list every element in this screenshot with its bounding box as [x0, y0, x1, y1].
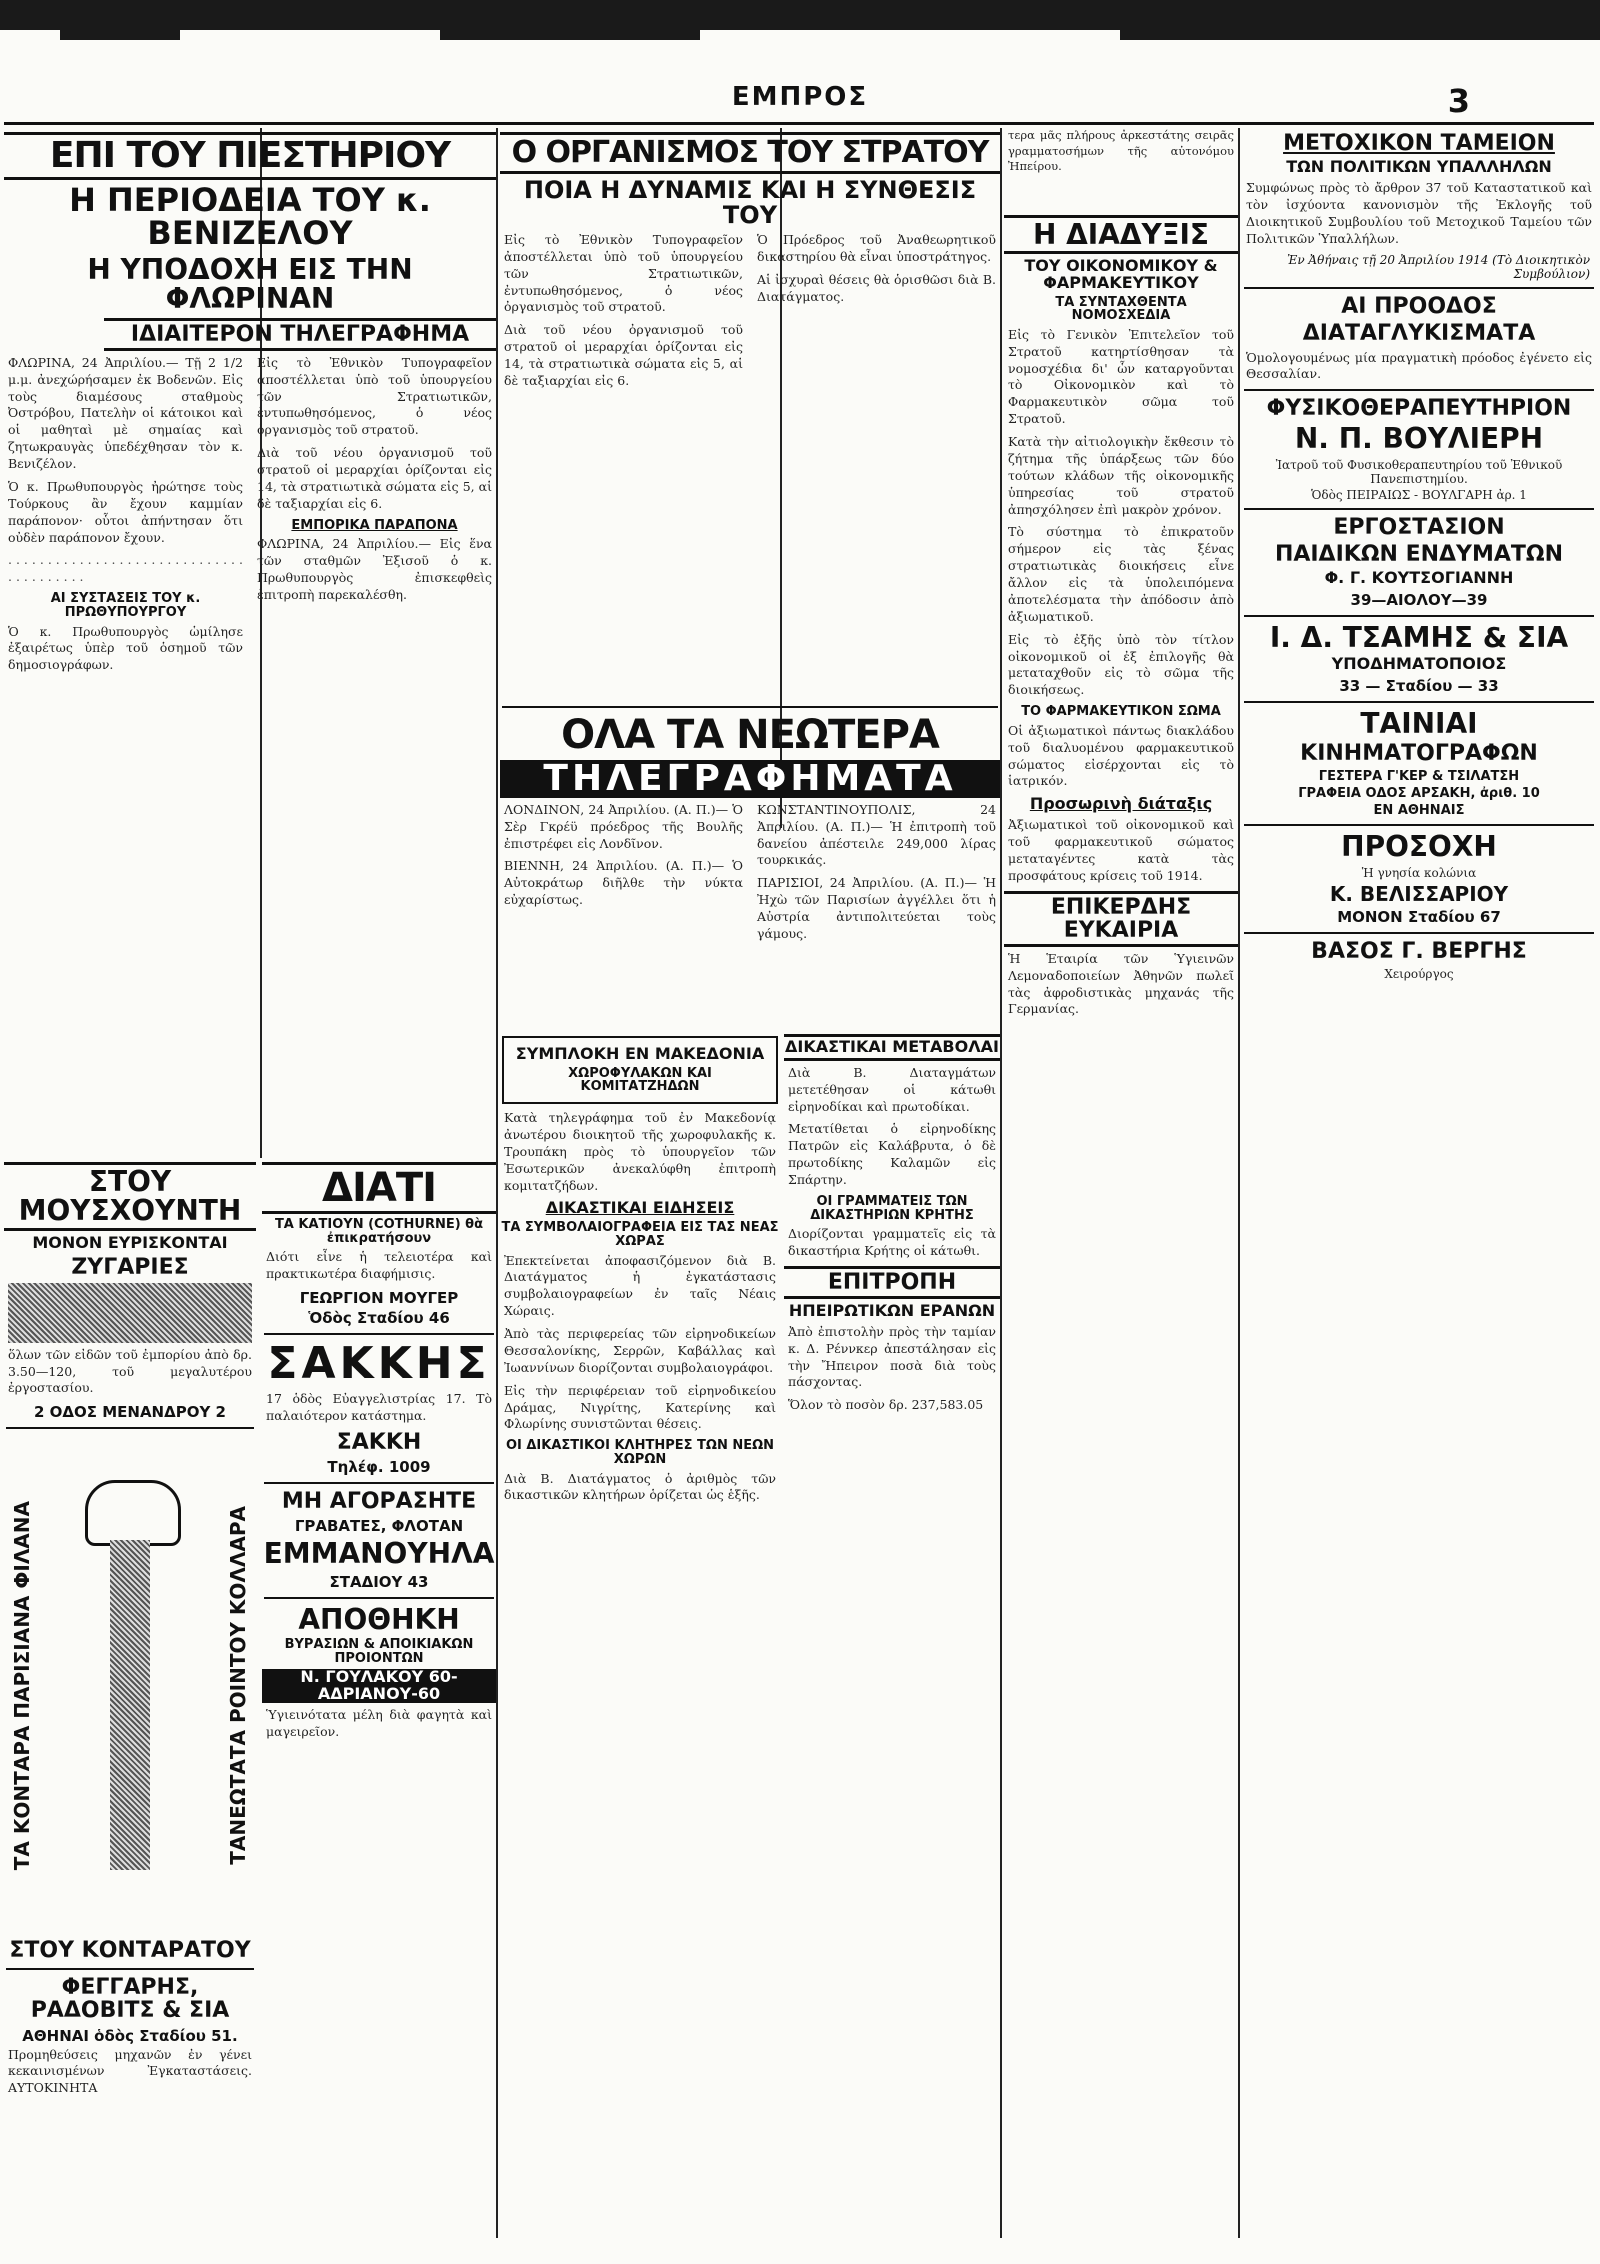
article-headline: ΟΙ ΔΙΚΑΣΤΙΚΟΙ ΚΛΗΤΗΡΕΣ ΤΩΝ ΝΕΩΝ ΧΩΡΩΝ: [505, 1438, 775, 1467]
advert-text: Ὑγιεινότατα μέλη διὰ φαγητὰ καὶ μαγειρεῖον.: [266, 1706, 492, 1739]
advert-headline: ΦΥΣΙΚΟΘΕΡΑΠΕΥΤΗΡΙΟΝ: [1266, 396, 1572, 422]
advert-subheadline: ΠΑΙΔΙΚΩΝ ΕΝΔΥΜΑΤΩΝ: [1274, 541, 1564, 567]
article-paragraph: Κατὰ τηλεγράφημα τοῦ ἐν Μακεδονίᾳ ἀνωτέρου διοικητοῦ τῆς χωροφυλακῆς κ. Τρουπάκη πρὸς τὸ ὑπουργεῖον τῶν Ἐσωτερικῶν ἀνεκαλύφθη ἐπιτροπὴ κομιτατζήδων.: [504, 1110, 776, 1193]
section-heading: ΕΠΙ ΤΟΥ ΠΙΕΣΤΗΡΙΟΥ: [4, 132, 496, 180]
telegram-paragraph: ΚΩΝΣΤΑΝΤΙΝΟΥΠΟΛΙΣ, 24 Ἀπριλίου. (Α. Π.)— Ἡ ἐπιτροπὴ τοῦ δανείου ἀπέστειλε 249,000 λίρας τουρκικάς.: [757, 801, 996, 868]
advert-name: ΓΕΩΡΓΙΟΝ ΜΟΥΓΕΡ: [299, 1289, 459, 1308]
article-headline: Η ΔΙΑΔΥΞΙΣ: [1004, 215, 1238, 254]
article-paragraph: Ὁ κ. Πρωθυπουργὸς ἠρώτησε τοὺς Τούρκους ἂν ἔχουν καμμίαν παράπονον· οὗτοι ἀπήντησαν ὅτι οὐδὲν παράπονον ἔχουν.: [8, 478, 243, 545]
advert-headline: ΣΤΟΥ ΜΟΥΣΧΟΥΝΤΗ: [4, 1162, 256, 1231]
notice-headline: ΜΕΤΟΧΙΚΟΝ ΤΑΜΕΙΟΝ: [1283, 131, 1555, 156]
notice-paragraph: Συμφώνως πρὸς τὸ ἄρθρον 37 τοῦ Καταστατικοῦ καὶ τὸν ἰσχύοντα κανονισμὸν τῆς Ἐκλογῆς τοῦ Διοικητικοῦ Συμβουλίου τοῦ Μετοχικοῦ Ταμείου τῶν Πολιτικῶν Ὑπαλλήλων.: [1246, 179, 1592, 246]
article-paragraph: Εἰς τὸ Ἐθνικὸν Τυπογραφεῖον ἀποστέλλεται ὑπὸ τοῦ ὑπουργείου τῶν Στρατιωτικῶν, ἐντυπωθησόμενος, ὁ νέος ὀργανισμὸς τοῦ στρατοῦ.: [504, 231, 743, 315]
advert-subheadline: ΤΑ ΚΑΤΙΟΥΝ (COTHURNE) θὰ ἐπικρατήσουν: [274, 1217, 484, 1246]
article-headline: ΔΙΚΑΣΤΙΚΑΙ ΜΕΤΑΒΟΛΑΙ: [784, 1034, 1000, 1061]
advert-headline: ΜΗ ΑΓΟΡΑΣΗΤΕ: [281, 1489, 477, 1515]
article-subheadline: Η ΥΠΟΔΟΧΗ ΕΙΣ ΤΗΝ ΦΛΩΡΙΝΑΝ: [87, 252, 413, 316]
article-headline: ΟΙ ΓΡΑΜΜΑΤΕΙΣ ΤΩΝ ΔΙΚΑΣΤΗΡΙΩΝ ΚΡΗΤΗΣ: [810, 1193, 974, 1223]
article-paragraph: Ὁ κ. Πρωθυπουργὸς ὡμίλησε ἐξαιρέτως ὑπὲρ τοῦ ὁσημοῦ τῶν δημοσιογράφων.: [8, 623, 243, 673]
advert-text: Ἡ γνησία κολώνια: [1361, 865, 1477, 880]
article-subheadline: ΤΑ ΣΥΜΒΟΛΑΙΟΓΡΑΦΕΙΑ ΕΙΣ ΤΑΣ ΝΕΑΣ ΧΩΡΑΣ: [501, 1220, 779, 1249]
article-paragraph: Διὰ τοῦ νέου ὀργανισμοῦ τοῦ στρατοῦ οἱ μεραρχίαι ὁρίζονται εἰς 14, τὰ στρατιωτικὰ σώματα εἰς 5, αἱ δὲ ταξιαρχίαι εἰς 6.: [504, 322, 743, 388]
advert-paragraph: Ἡ Ἑταιρία τῶν Ὑγιεινῶν Λεμοναδοποιείων Ἀθηνῶν πωλεῖ τὰς ἀφροδιστικὰς μηχανάς τῆς Γερμανίας.: [1008, 950, 1234, 1017]
advert-address: ΜΟΝΟΝ Σταδίου 67: [1337, 907, 1501, 926]
page-number: 3: [1447, 82, 1470, 120]
notice-signature: Ἐν Ἀθήναις τῇ 20 Ἀπριλίου 1914 (Τὸ Διοικητικὸν Συμβούλιον): [1287, 253, 1590, 282]
scale-illustration: [8, 1283, 252, 1343]
article-total: Ὅλον τὸ ποσὸν δρ. 237,583.05: [788, 1397, 984, 1413]
article-subheadline: ΗΠΕΙΡΩΤΙΚΩΝ ΕΡΑΝΩΝ: [788, 1301, 996, 1321]
advert-address: Ὁδὸς Σταδίου 46: [308, 1309, 450, 1328]
advert-name: ΓΕΣΤΕΡΑ Γ'ΚΕΡ & ΤΣΙΛΑΤΣΗ: [1318, 769, 1520, 785]
article-paragraph: Ἐπεκτείνεται ἀποφασιζόμενον διὰ Β. Διατάγματος ἡ ἐγκατάστασις συμβολαιογραφείων ἐν ταῖς Νέαις Χώραις.: [504, 1252, 776, 1319]
notice-headline: ΑΙ ΠΡΟΟΔΟΣ: [1341, 294, 1497, 320]
collar-illustration: [65, 1470, 195, 1900]
article-paragraph: Διὰ Β. Διαταγμάτων μετετέθησαν οἱ κάτωθι εἰρηνοδίκαι καὶ πρωτοδίκαι.: [788, 1064, 996, 1114]
pharma-article: τερα μᾶς πλήρους ἀρκεστάτης σειρᾶς γραμματοσήμων τῆς αὐτονόμου Ἠπείρου. Η ΔΙΑΔΥΞΙΣ ΤΟΥ ΟΙΚΟΝΟΜΙΚΟΥ & ΦΑΡΜΑΚΕΥΤΙΚΟΥ ΤΑ ΣΥΝΤΑΧΘΕΝΤΑ ΝΟΜΟΣΧΕΔΙΑ Εἰς τὸ Γενικὸν Ἐπιτελεῖον τοῦ Στρατοῦ κατηρτίσθησαν τὰ νομοσχέδια δι' ὧν καταργοῦνται τὸ Οἰκονομικὸν καὶ τὸ Φαρμακευτικὸν σῶμα τοῦ Στρατοῦ. Κατὰ τὴν αἰτιολογικὴν ἔκθεσιν τὸ ζήτημα τῆς ὑπάρξεως τῶν δύο τούτων κλάδων τῆς οἰκονομικῆς ὑπηρεσίας τοῦ στρατοῦ ἀπησχόλησεν ἐπὶ μακρὸν χρόνον. Τὸ σύστημα τὸ ἐπικρατοῦν σήμερον εἰς τὰς ξένας στρατιωτικὰς διοικήσεις εἶνε ἄλλον εἰς τὰ ὑπολειπόμενα ἀποτελέσματα τὴν ἀπόδοσιν ἀπὸ ἀξιωματικοῦ. Εἰς τὸ ἐξῆς ὑπὸ τὸν τίτλον οἰκονομικοῦ οἱ ἐξ ἐπιλογῆς θὰ μεταταχθοῦν εἰς τὸ σῶμα τῆς διοικήσεως. ΤΟ ΦΑΡΜΑΚΕΥΤΙΚΟΝ ΣΩΜΑ Οἱ ἀξιωματικοὶ πάντως διακλάδου τοῦ διαλυομένου φαρμακευτικοῦ σώματος εἰσέρχονται εἰς τὸ ἱατρικόν. Προσωρινὴ διάταξις Ἀξιωματικοὶ τοῦ οἰκονομικοῦ καὶ τοῦ φαρμακευτικοῦ σώματος μεταταγέντες κατὰ τὰς προσφάτους κρίσεις τοῦ 1914. ΕΠΙΚΕΡΔΗΣ ΕΥΚΑΙΡΙΑ Ἡ Ἑταιρία τῶν Ὑγιεινῶν Λεμοναδοποιείων Ἀθηνῶν πωλεῖ τὰς ἀφροδιστικὰς μηχανάς τῆς Γερμανίας.: [1004, 128, 1238, 1428]
advert-text: 17 ὁδὸς Εὐαγγελιστρίας 17. Τὸ παλαιότερον κατάστημα.: [266, 1391, 492, 1424]
advert-vertical-text: ΤΑ ΚΟΝΤΑΡΑ ΠΑΡΙΣΙΑΝΑ ΦΙΛΑΝΑ: [10, 1500, 34, 1870]
masthead-rule: [4, 122, 1594, 125]
advert-headline: ΦΕΓΓΑΡΗΣ, ΡΑΔΟΒΙΤΣ & ΣΙΑ: [30, 1975, 230, 2024]
section-subheading: ΤΗΛΕΓΡΑΦΗΜΑΤΑ: [500, 760, 1000, 798]
column-divider: [1000, 128, 1002, 2238]
advert-name: ΕΜΜΑΝΟΥΗΛΑ: [263, 1537, 495, 1571]
article-paragraph: Οἱ ἀξιωματικοὶ πάντως διακλάδου τοῦ διαλυομένου φαρμακευτικοῦ σώματος εἰσέρχονται εἰς τὸ ἱατρικόν.: [1008, 722, 1234, 789]
subsection-heading: Προσωρινὴ διάταξις: [1029, 794, 1213, 814]
dispatch-label: ΙΔΙΑΙΤΕΡΟΝ ΤΗΛΕΓΡΑΦΗΜΑ: [104, 318, 496, 351]
advert-text: Χειρούργος: [1384, 966, 1454, 981]
article-paragraph: ΦΛΩΡΙΝΑ, 24 Ἀπριλίου.— Τῇ 2 1/2 μ.μ. ἀνεχώρήσαμεν ἐκ Βοδενῶν. Εἰς τοὺς διαμέσους σταθμοὺς Ὀστρόβου, Πατελὴν οἱ κάτοικοι καὶ οἱ μαθηταὶ μὲ σημαίας καὶ ζητωκραυγὰς ὑπεδέχθησαν τὸν κ. Βενιζέλον.: [8, 354, 243, 472]
advert-name: Φ. Γ. ΚΟΥΤΣΟΓΙΑΝΝΗ: [1324, 568, 1514, 587]
column-divider: [1238, 128, 1240, 2238]
advert-address: ΑΘΗΝΑΙ ὁδὸς Σταδίου 51.: [22, 2026, 238, 2045]
advert-headline: ΑΠΟΘΗΚΗ: [298, 1602, 460, 1636]
advert-address: 39—ΑΙΟΛΟΥ—39: [1350, 590, 1488, 609]
advert-column-left: [4, 1158, 256, 2238]
advert-name: ΣΑΚΚΗ: [336, 1429, 422, 1455]
article-headline: ΔΙΚΑΣΤΙΚΑΙ ΕΙΔΗΣΕΙΣ: [545, 1198, 735, 1218]
article-headline: Η ΠΕΡΙΟΔΕΙΑ ΤΟΥ κ. ΒΕΝΙΖΕΛΟΥ: [69, 180, 431, 253]
advert-address: 2 ΟΔΟΣ ΜΕΝΑΝΔΡΟΥ 2: [33, 1403, 226, 1422]
article-paragraph: Διὰ Β. Διατάγματος ὁ ἀριθμὸς τῶν δικαστικῶν κλητήρων ὁρίζεται ὡς ἑξῆς.: [504, 1470, 776, 1503]
telegram-paragraph: ΛΟΝΔΙΝΟΝ, 24 Ἀπριλίου. (Α. Π.)— Ὁ Σὲρ Γκρέϋ πρόεδρος τῆς Βουλῆς ἐπιστρέφει εἰς Λονδῖνον.: [504, 801, 743, 851]
article-paragraph: ΦΛΩΡΙΝΑ, 24 Ἀπριλίου.— Εἰς ἕνα τῶν σταθμῶν Ἐξισοῦ ὁ κ. Πρωθυπουργὸς ἐπισκεφθεὶς ἐπιτροπὴ παρεκαλέσθη.: [257, 536, 492, 602]
article-paragraph: Ἀπὸ ἐπιστολὴν πρὸς τὴν ταμίαν κ. Δ. Ρέννκερ ἀπεστάλησαν εἰς τὴν Ἤπειρον ποσὰ διὰ τοὺς πάσχοντας.: [788, 1323, 996, 1390]
subsection-heading: ΤΟ ΦΑΡΜΑΚΕΥΤΙΚΟΝ ΣΩΜΑ: [1021, 704, 1221, 720]
advert-address: ΣΤΑΔΙΟΥ 43: [329, 1572, 429, 1591]
advert-text: Διότι εἶνε ἡ τελειοτέρα καὶ πρακτικωτέρα διαφήμισις.: [266, 1249, 492, 1282]
scan-border: [0, 0, 1600, 40]
advert-subheadline: ΜΟΝΟΝ ΕΥΡΙΣΚΟΝΤΑΙ: [32, 1232, 228, 1252]
advert-subheadline: ΥΠΟΔΗΜΑΤΟΠΟΙΟΣ: [1331, 654, 1507, 674]
subsection-heading: ΑΙ ΣΥΣΤΑΣΕΙΣ ΤΟΥ κ. ΠΡΩΘΥΠΟΥΡΓΟΥ: [50, 591, 201, 620]
classified-column: [1242, 128, 1596, 2238]
advert-item: ΖΥΓΑΡΙΕΣ: [71, 1254, 189, 1280]
advert-headline: ΒΑΣΟΣ Γ. ΒΕΡΓΗΣ: [1311, 938, 1527, 964]
advert-vertical-text: ΤΑΝΕΩΤΑΤΑ ΡΟΙΝΤΟΥ ΚΟΛΛΑΡΑ: [226, 1505, 250, 1865]
masthead: [0, 82, 1600, 122]
advert-headline: ΣΤΟΥ ΚΟΝΤΑΡΑΤΟΥ: [9, 1938, 251, 1964]
article-paragraph: Διὰ τοῦ νέου ὀργανισμοῦ τοῦ στρατοῦ οἱ μεραρχίαι ὁρίζονται εἰς 14, τὰ στρατιωτικὰ σώματα εἰς 5, αἱ δὲ ταξιαρχίαι εἰς 6.: [257, 445, 492, 511]
article-headline: ΕΠΙΤΡΟΠΗ: [784, 1266, 1000, 1299]
advert-headline: Ι. Δ. ΤΣΑΜΗΣ & ΣΙΑ: [1269, 620, 1569, 654]
advert-headline: ΣΑΚΚΗΣ: [267, 1338, 491, 1390]
advert-headline: ΔΙΑΤΙ: [262, 1162, 496, 1214]
notice-subheadline: ΤΩΝ ΠΟΛΙΤΙΚΩΝ ΥΠΑΛΛΗΛΩΝ: [1286, 157, 1552, 177]
macedonia-article: ΣΥΜΠΛΟΚΗ ΕΝ ΜΑΚΕΔΟΝΙΑ ΧΩΡΟΦΥΛΑΚΩΝ ΚΑΙ ΚΟΜΙΤΑΤΖΗΔΩΝ Κατὰ τηλεγράφημα τοῦ ἐν Μακεδονίᾳ ἀνωτέρου διοικητοῦ τῆς χωροφυλακῆς κ. Τρουπάκη πρὸς τὸ ὑπουργεῖον τῶν Ἐσωτερικῶν ἀνεκαλύφθη ἐπιτροπὴ κομιτατζήδων. ΔΙΚΑΣΤΙΚΑΙ ΕΙΔΗΣΕΙΣ ΤΑ ΣΥΜΒΟΛΑΙΟΓΡΑΦΕΙΑ ΕΙΣ ΤΑΣ ΝΕΑΣ ΧΩΡΑΣ Ἐπεκτείνεται ἀποφασιζόμενον διὰ Β. Διατάγματος ἡ ἐγκατάστασις συμβολαιογραφείων ἐν ταῖς Νέαις Χώραις. Ἀπὸ τὰς περιφερείας τῶν εἰρηνοδικείων Θεσσαλονίκης, Σερρῶν, Καβάλλας καὶ Ἰωαννίνων διορίζονται συμβολαιογράφοι. Εἰς τὴν περιφέρειαν τοῦ εἰρηνοδικείου Δράμας, Νιγρίτης, Κατερίνης καὶ Φλωρίνης συνιστῶνται θέσεις. ΟΙ ΔΙΚΑΣΤΙΚΟΙ ΚΛΗΤΗΡΕΣ ΤΩΝ ΝΕΩΝ ΧΩΡΩΝ Διὰ Β. Διατάγματος ὁ ἀριθμὸς τῶν δικαστικῶν κλητήρων ὁρίζεται ὡς ἑξῆς.: [500, 1030, 780, 2230]
advert-text: ὅλων τῶν εἰδῶν τοῦ ἐμπορίου ἀπὸ δρ. 3.50—120, τοῦ μεγαλυτέρου ἐργοστασίου.: [8, 1346, 252, 1396]
article-paragraph: Εἰς τὸ Γενικὸν Ἐπιτελεῖον τοῦ Στρατοῦ κατηρτίσθησαν τὰ νομοσχέδια δι' ὧν καταργοῦνται τὸ Οἰκονομικὸν καὶ τὸ Φαρμακευτικὸν σῶμα τοῦ Στρατοῦ.: [1008, 326, 1234, 427]
advert-column-center: [262, 1158, 496, 2238]
section-heading: ΟΛΑ ΤΑ ΝΕΩΤΕΡΑ: [561, 712, 939, 758]
advert-headline: ΠΡΟΣΟΧΗ: [1341, 830, 1497, 864]
judicial-article: ΔΙΚΑΣΤΙΚΑΙ ΜΕΤΑΒΟΛΑΙ Διὰ Β. Διαταγμάτων μετετέθησαν οἱ κάτωθι εἰρηνοδίκαι καὶ πρωτοδίκαι. Μετατίθεται ὁ εἰρηνοδίκης Πατρῶν εἰς Καλάβρυτα, ὁ δὲ πρωτοδίκης Καλαμῶν εἰς Σπάρτην. ΟΙ ΓΡΑΜΜΑΤΕΙΣ ΤΩΝ ΔΙΚΑΣΤΗΡΙΩΝ ΚΡΗΤΗΣ Διορίζονται γραμματεῖς εἰς τὰ δικαστήρια Κρήτης οἱ κάτωθι. ΕΠΙΤΡΟΠΗ ΗΠΕΙΡΩΤΙΚΩΝ ΕΡΑΝΩΝ Ἀπὸ ἐπιστολὴν πρὸς τὴν ταμίαν κ. Δ. Ρέννκερ ἀπεστάλησαν εἰς τὴν Ἤπειρον ποσὰ διὰ τοὺς πάσχοντας. Ὅλον τὸ ποσὸν δρ. 237,583.05: [784, 1030, 1000, 2230]
telegram-paragraph: ΠΑΡΙΣΙΟΙ, 24 Ἀπριλίου. (Α. Π.)— Ἡ Ἠχὼ τῶν Παρισίων ἀγγέλλει ὅτι ἡ Αὐστρία ἀντιπολιτεύεται τοὺς γάμους.: [757, 875, 996, 941]
advert-name: Ν. Π. ΒΟΥΛΙΕΡΗ: [1294, 422, 1544, 456]
telegram-paragraph: ΒΙΕΝΝΗ, 24 Ἀπριλίου. (Α. Π.)— Ὁ Αὐτοκράτωρ διῆλθε τὴν νύκτα εὐχαρίστως.: [504, 858, 743, 908]
article-subheadline: ΤΑ ΣΥΝΤΑΧΘΕΝΤΑ ΝΟΜΟΣΧΕΔΙΑ: [1055, 294, 1187, 324]
article-paragraph: Εἰς τὸ Ἐθνικὸν Τυπογραφεῖον ἀποστέλλεται ὑπὸ τοῦ ὑπουργείου τῶν Στρατιωτικῶν, ἐντυπωθησόμενος, ὁ νέος ὀργανισμὸς τοῦ στρατοῦ.: [257, 354, 492, 438]
article-paragraph: Διορίζονται γραμματεῖς εἰς τὰ δικαστήρια Κρήτης οἱ κάτωθι.: [788, 1226, 996, 1259]
advert-text: Προμηθεύσεις μηχανῶν ἐν γένει κεκαινισμένων Ἐγκαταστάσεις. ΑΥΤΟΚΙΝΗΤΑ: [8, 2046, 252, 2096]
advert-city: ΕΝ ΑΘΗΝΑΙΣ: [1373, 803, 1465, 819]
advert-subheadline: ΒΥΡΑΣΙΩΝ & ΑΠΟΙΚΙΑΚΩΝ ΠΡΟΙΟΝΤΩΝ: [284, 1636, 474, 1666]
advert-name: Ν. ΓΟΥΛΑΚΟΥ 60-ΑΔΡΙΑΝΟΥ-60: [262, 1669, 496, 1703]
advert-headline: ΕΡΓΟΣΤΑΣΙΟΝ: [1333, 514, 1505, 540]
notice-subheadline: ΔΙΑΤΑΓΛΥΚΙΣΜΑΤΑ: [1302, 321, 1536, 347]
advert-address: ΓΡΑΦΕΙΑ ΟΔΟΣ ΑΡΣΑΚΗ, ἀριθ. 10: [1298, 786, 1540, 802]
advert-text: ΓΡΑΒΑΤΕΣ, ΦΛΟΤΑΝ: [294, 1517, 464, 1536]
article-subheadline: ΧΩΡΟΦΥΛΑΚΩΝ ΚΑΙ ΚΟΜΙΤΑΤΖΗΔΩΝ: [568, 1065, 712, 1095]
telegrams-section: [500, 700, 1000, 1030]
notice-paragraph: Ὁμολογουμένως μία πραγματικὴ πρόοδος ἐγένετο εἰς Θεσσαλίαν.: [1246, 349, 1592, 382]
advert-address: Ὁδὸς ΠΕΙΡΑΙΩΣ - ΒΟΥΛΓΑΡΗ ἀρ. 1: [1311, 487, 1527, 502]
article-headline: Ο ΟΡΓΑΝΙΣΜΟΣ ΤΟΥ ΣΤΡΑΤΟΥ: [500, 132, 1000, 174]
advert-address: 33 — Σταδίου — 33: [1339, 676, 1499, 695]
advert-headline: ΤΑΙΝΙΑΙ: [1360, 706, 1478, 740]
subsection-heading: ΕΜΠΟΡΙΚΑ ΠΑΡΑΠΟΝΑ: [291, 517, 458, 533]
article-headline: ΣΥΜΠΛΟΚΗ ΕΝ ΜΑΚΕΔΟΝΙΑ: [515, 1044, 765, 1063]
advert-phone: Τηλέφ. 1009: [327, 1458, 431, 1477]
article-subheadline: ΠΟΙΑ Η ΔΥΝΑΜΙΣ ΚΑΙ Η ΣΥΝΘΕΣΙΣ ΤΟΥ: [523, 175, 977, 229]
advert-name: Κ. ΒΕΛΙΣΣΑΡΙΟΥ: [1329, 881, 1509, 906]
article-subheadline: ΤΟΥ ΟΙΚΟΝΟΜΙΚΟΥ & ΦΑΡΜΑΚΕΥΤΙΚΟΥ: [1024, 255, 1218, 292]
article-paragraph: Ὁ Πρόεδρος τοῦ Ἀναθεωρητικοῦ δικαστηρίου θὰ εἶναι ὑποστράτηγος.: [757, 231, 996, 264]
lead-article: ΕΠΙ ΤΟΥ ΠΙΕΣΤΗΡΙΟΥ Η ΠΕΡΙΟΔΕΙΑ ΤΟΥ κ. ΒΕΝΙΖΕΛΟΥ Η ΥΠΟΔΟΧΗ ΕΙΣ ΤΗΝ ΦΛΩΡΙΝΑΝ ΙΔΙΑΙΤΕΡΟΝ ΤΗΛΕΓΡΑΦΗΜΑ ΦΛΩΡΙΝΑ, 24 Ἀπριλίου.— Τῇ 2 1/2 μ.μ. ἀνεχώρήσαμεν ἐκ Βοδενῶν. Εἰς τοὺς διαμέσους σταθμοὺς Ὀστρόβου, Πατελὴν οἱ κάτοικοι καὶ οἱ μαθηταὶ μὲ σημαίας καὶ ζητωκραυγὰς ὑπεδέχθησαν τὸν κ. Βενιζέλον. Ὁ κ. Πρωθυπουργὸς ἠρώτησε τοὺς Τούρκους ἂν ἔχουν καμμίαν παράπονον· οὗτοι ἀπήντησαν ὅτι οὐδὲν παράπονον ἔχουν. . . . . . . . . . . . . . . . . . . . . . . . . . . . . . . . . . . . . . . . . ΑΙ ΣΥΣΤΑΣΕΙΣ ΤΟΥ κ. ΠΡΩΘΥΠΟΥΡΓΟΥ Ὁ κ. Πρωθυπουργὸς ὡμίλησε ἐξαιρέτως ὑπὲρ τοῦ ὁσημοῦ τῶν δημοσιογράφων. Εἰς τὸ Ἐθνικὸν Τυπογραφεῖον ἀποστέλλεται ὑπὸ τοῦ ὑπουργείου τῶν Στρατιωτικῶν, ἐντυπωθησόμενος, ὁ νέος ὀργανισμὸς τοῦ στρατοῦ. Διὰ τοῦ νέου ὀργανισμοῦ τοῦ στρατοῦ οἱ μεραρχίαι ὁρίζονται εἰς 14, τὰ στρατιωτικὰ σώματα εἰς 5, αἱ δὲ ταξιαρχίαι εἰς 6. ΕΜΠΟΡΙΚΑ ΠΑΡΑΠΟΝΑ ΦΛΩΡΙΝΑ, 24 Ἀπριλίου.— Εἰς ἕνα τῶν σταθμῶν Ἐξισοῦ ὁ κ. Πρωθυπουργὸς ἐπισκεφθεὶς ἐπιτροπὴ παρεκαλέσθη.: [4, 128, 496, 1158]
column-divider: [496, 128, 498, 2238]
advert-text: Ἰατροῦ τοῦ Φυσικοθεραπευτηρίου τοῦ Ἐθνικοῦ Πανεπιστημίου.: [1275, 457, 1563, 486]
article-paragraph: Αἱ ἰσχυραὶ θέσεις θὰ ὁρισθῶσι διὰ Β. Διατάγματος.: [757, 271, 996, 304]
newspaper-title: ΕΜΠΡΟΣ: [731, 82, 869, 112]
advert-subheadline: ΚΙΝΗΜΑΤΟΓΡΑΦΩΝ: [1300, 741, 1538, 767]
advert-headline: ΕΠΙΚΕΡΔΗΣ ΕΥΚΑΙΡΙΑ: [1004, 891, 1238, 947]
